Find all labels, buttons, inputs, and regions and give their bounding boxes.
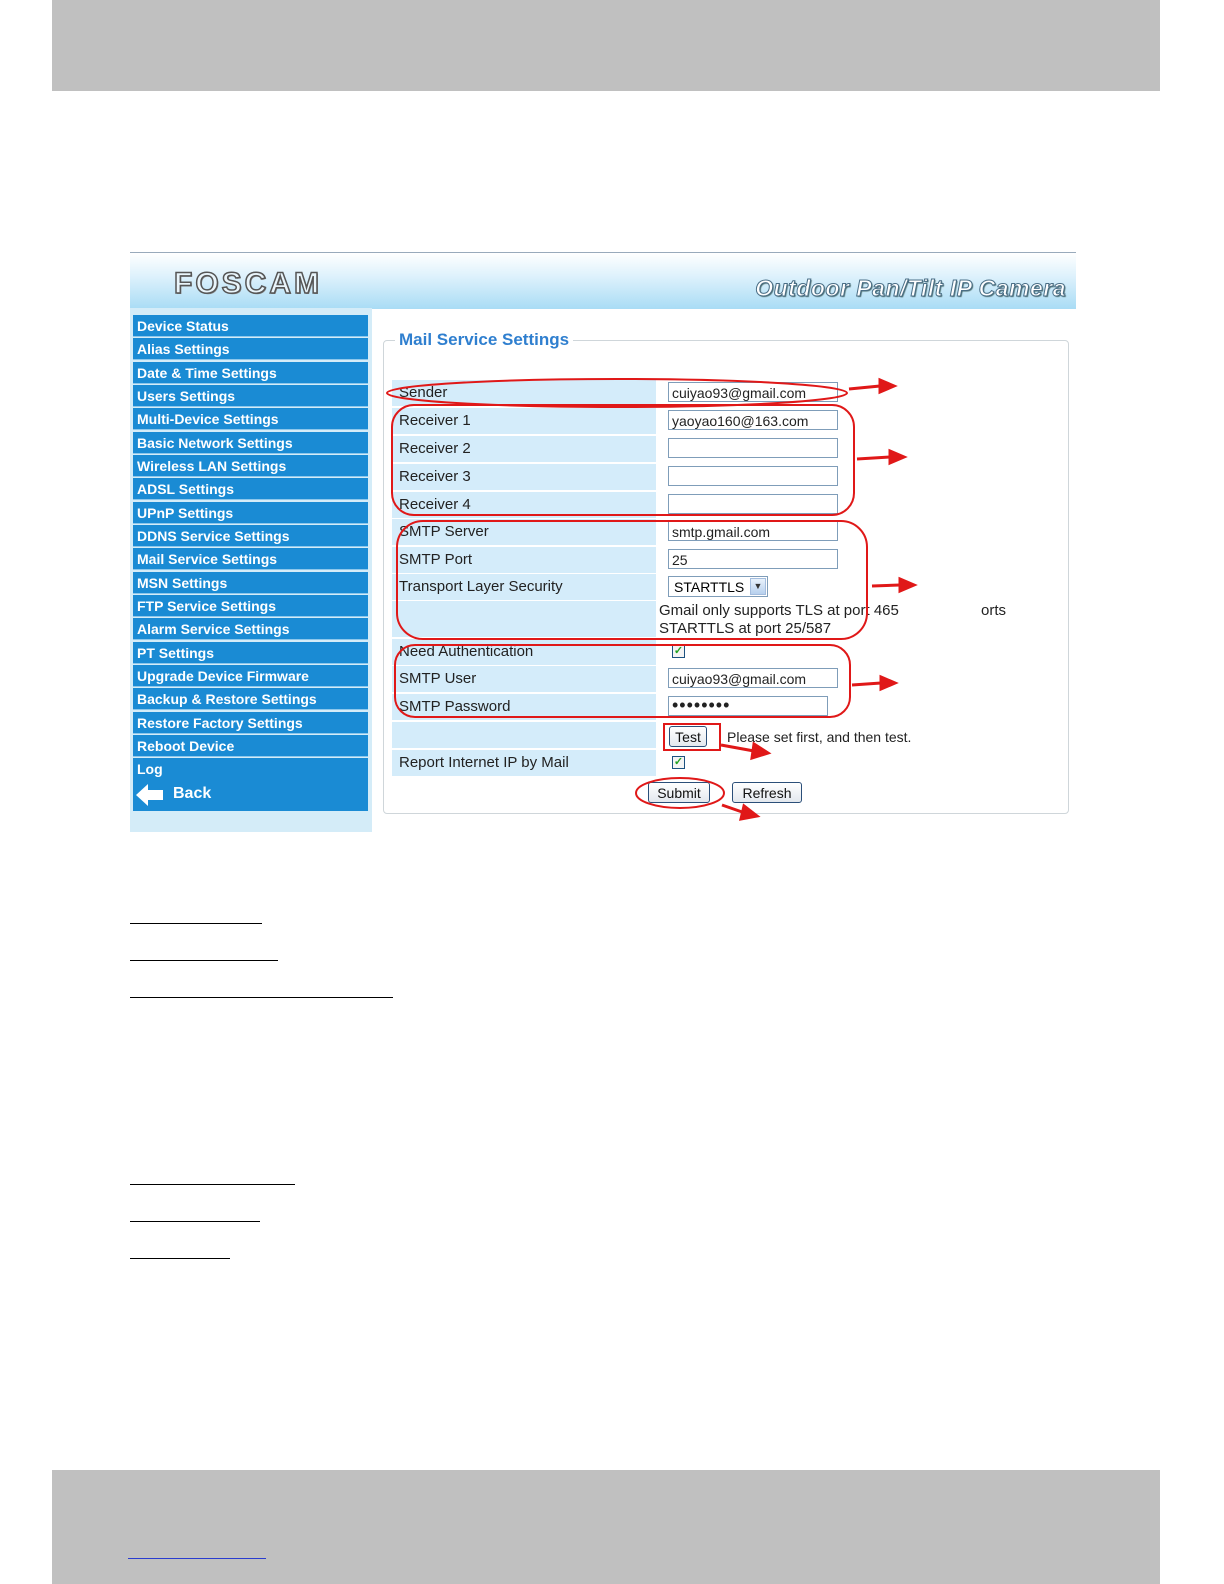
- smtp-server-label: SMTP Server: [392, 519, 656, 545]
- test-hint: Please set first, and then test.: [727, 729, 912, 745]
- arrow-auth-icon: [881, 677, 895, 689]
- receiver1-input[interactable]: yaoyao160@163.com: [668, 410, 838, 430]
- page-footer-band: [52, 1470, 1160, 1584]
- sidebar-item-reboot-device[interactable]: Reboot Device: [133, 735, 368, 757]
- sidebar-item-ddns-service-settings[interactable]: DDNS Service Settings: [133, 525, 368, 547]
- underline-4: [130, 1184, 295, 1185]
- sidebar-item-msn-settings[interactable]: MSN Settings: [133, 572, 368, 594]
- foscam-logo: FOSCAM: [174, 267, 322, 300]
- sender-highlight-ellipse: [387, 379, 847, 407]
- smtp-password-label: SMTP Password: [392, 694, 656, 720]
- sidebar-item-date-time-settings[interactable]: Date & Time Settings: [133, 362, 368, 384]
- smtp-highlight-box: [397, 521, 867, 639]
- sender-label: Sender: [392, 380, 656, 406]
- sidebar-item-device-status[interactable]: Device Status: [133, 315, 368, 337]
- submit-button[interactable]: Submit: [648, 782, 710, 803]
- underline-1: [130, 923, 262, 924]
- submit-highlight-ellipse: [636, 778, 724, 808]
- underline-3: [130, 997, 393, 998]
- sidebar-item-alias-settings[interactable]: Alias Settings: [133, 338, 368, 360]
- smtp-user-label: SMTP User: [392, 666, 656, 692]
- sidebar-item-pt-settings[interactable]: PT Settings: [133, 642, 368, 664]
- tls-note-tail: orts: [981, 602, 1007, 619]
- arrow-smtp-icon: [900, 579, 914, 591]
- test-button[interactable]: Test: [669, 726, 707, 747]
- receivers-highlight-box: [392, 405, 854, 515]
- smtp-server-input[interactable]: smtp.gmail.com: [668, 521, 838, 541]
- receiver2-label: Receiver 2: [392, 436, 656, 462]
- arrow-test-icon: [752, 744, 768, 758]
- chevron-down-icon[interactable]: ▼: [750, 578, 766, 595]
- sidebar-item-upgrade-device-firmware[interactable]: Upgrade Device Firmware: [133, 665, 368, 687]
- sidebar-item-ftp-service-settings[interactable]: FTP Service Settings: [133, 595, 368, 617]
- underline-6: [130, 1258, 230, 1259]
- product-tagline: Outdoor Pan/Tilt IP Camera: [755, 275, 1066, 301]
- tls-note-line1: Gmail only supports TLS at port 465: [659, 602, 899, 619]
- report-ip-label: Report Internet IP by Mail: [392, 750, 656, 776]
- sidebar-item-log[interactable]: Log: [133, 758, 368, 780]
- smtp-user-input[interactable]: cuiyao93@gmail.com: [668, 668, 838, 688]
- sidebar-item-adsl-settings[interactable]: ADSL Settings: [133, 478, 368, 500]
- tls-select-value: STARTTLS: [674, 579, 745, 595]
- receiver3-label: Receiver 3: [392, 464, 656, 490]
- sidebar-item-multi-device-settings[interactable]: Multi-Device Settings: [133, 408, 368, 430]
- sidebar-item-upnp-settings[interactable]: UPnP Settings: [133, 502, 368, 524]
- tls-label: Transport Layer Security: [392, 574, 656, 600]
- receiver1-label: Receiver 1: [392, 408, 656, 434]
- page-title: Mail Service Settings: [395, 330, 573, 350]
- underline-5: [130, 1221, 260, 1222]
- smtp-port-label: SMTP Port: [392, 547, 656, 573]
- sidebar-item-restore-factory-settings[interactable]: Restore Factory Settings: [133, 712, 368, 734]
- arrow-receivers-icon: [890, 451, 904, 463]
- receiver4-label: Receiver 4: [392, 492, 656, 518]
- sender-input[interactable]: cuiyao93@gmail.com: [668, 382, 838, 402]
- report-ip-checkbox[interactable]: ✓: [673, 756, 684, 768]
- back-label: Back: [173, 785, 212, 802]
- sidebar-item-wireless-lan-settings[interactable]: Wireless LAN Settings: [133, 455, 368, 477]
- smtp-password-input[interactable]: ••••••••: [668, 696, 828, 716]
- refresh-button[interactable]: Refresh: [732, 782, 802, 803]
- sidebar-item-basic-network-settings[interactable]: Basic Network Settings: [133, 432, 368, 454]
- sidebar-item-mail-service-settings[interactable]: Mail Service Settings: [133, 548, 368, 570]
- sidebar-item-alarm-service-settings[interactable]: Alarm Service Settings: [133, 618, 368, 640]
- tls-note-line2: STARTTLS at port 25/587: [659, 620, 832, 637]
- auth-checkbox[interactable]: ✓: [673, 645, 684, 657]
- arrow-submit-icon: [741, 806, 757, 819]
- underline-2: [130, 960, 278, 961]
- auth-highlight-box: [395, 645, 850, 717]
- arrow-sender-icon: [880, 380, 894, 392]
- sidebar-item-backup-restore-settings[interactable]: Backup & Restore Settings: [133, 688, 368, 710]
- sidebar-item-users-settings[interactable]: Users Settings: [133, 385, 368, 407]
- smtp-port-input[interactable]: 25: [668, 549, 838, 569]
- auth-label: Need Authentication: [392, 639, 656, 665]
- footer-link[interactable]: [128, 1542, 266, 1559]
- test-highlight-box: [664, 724, 720, 750]
